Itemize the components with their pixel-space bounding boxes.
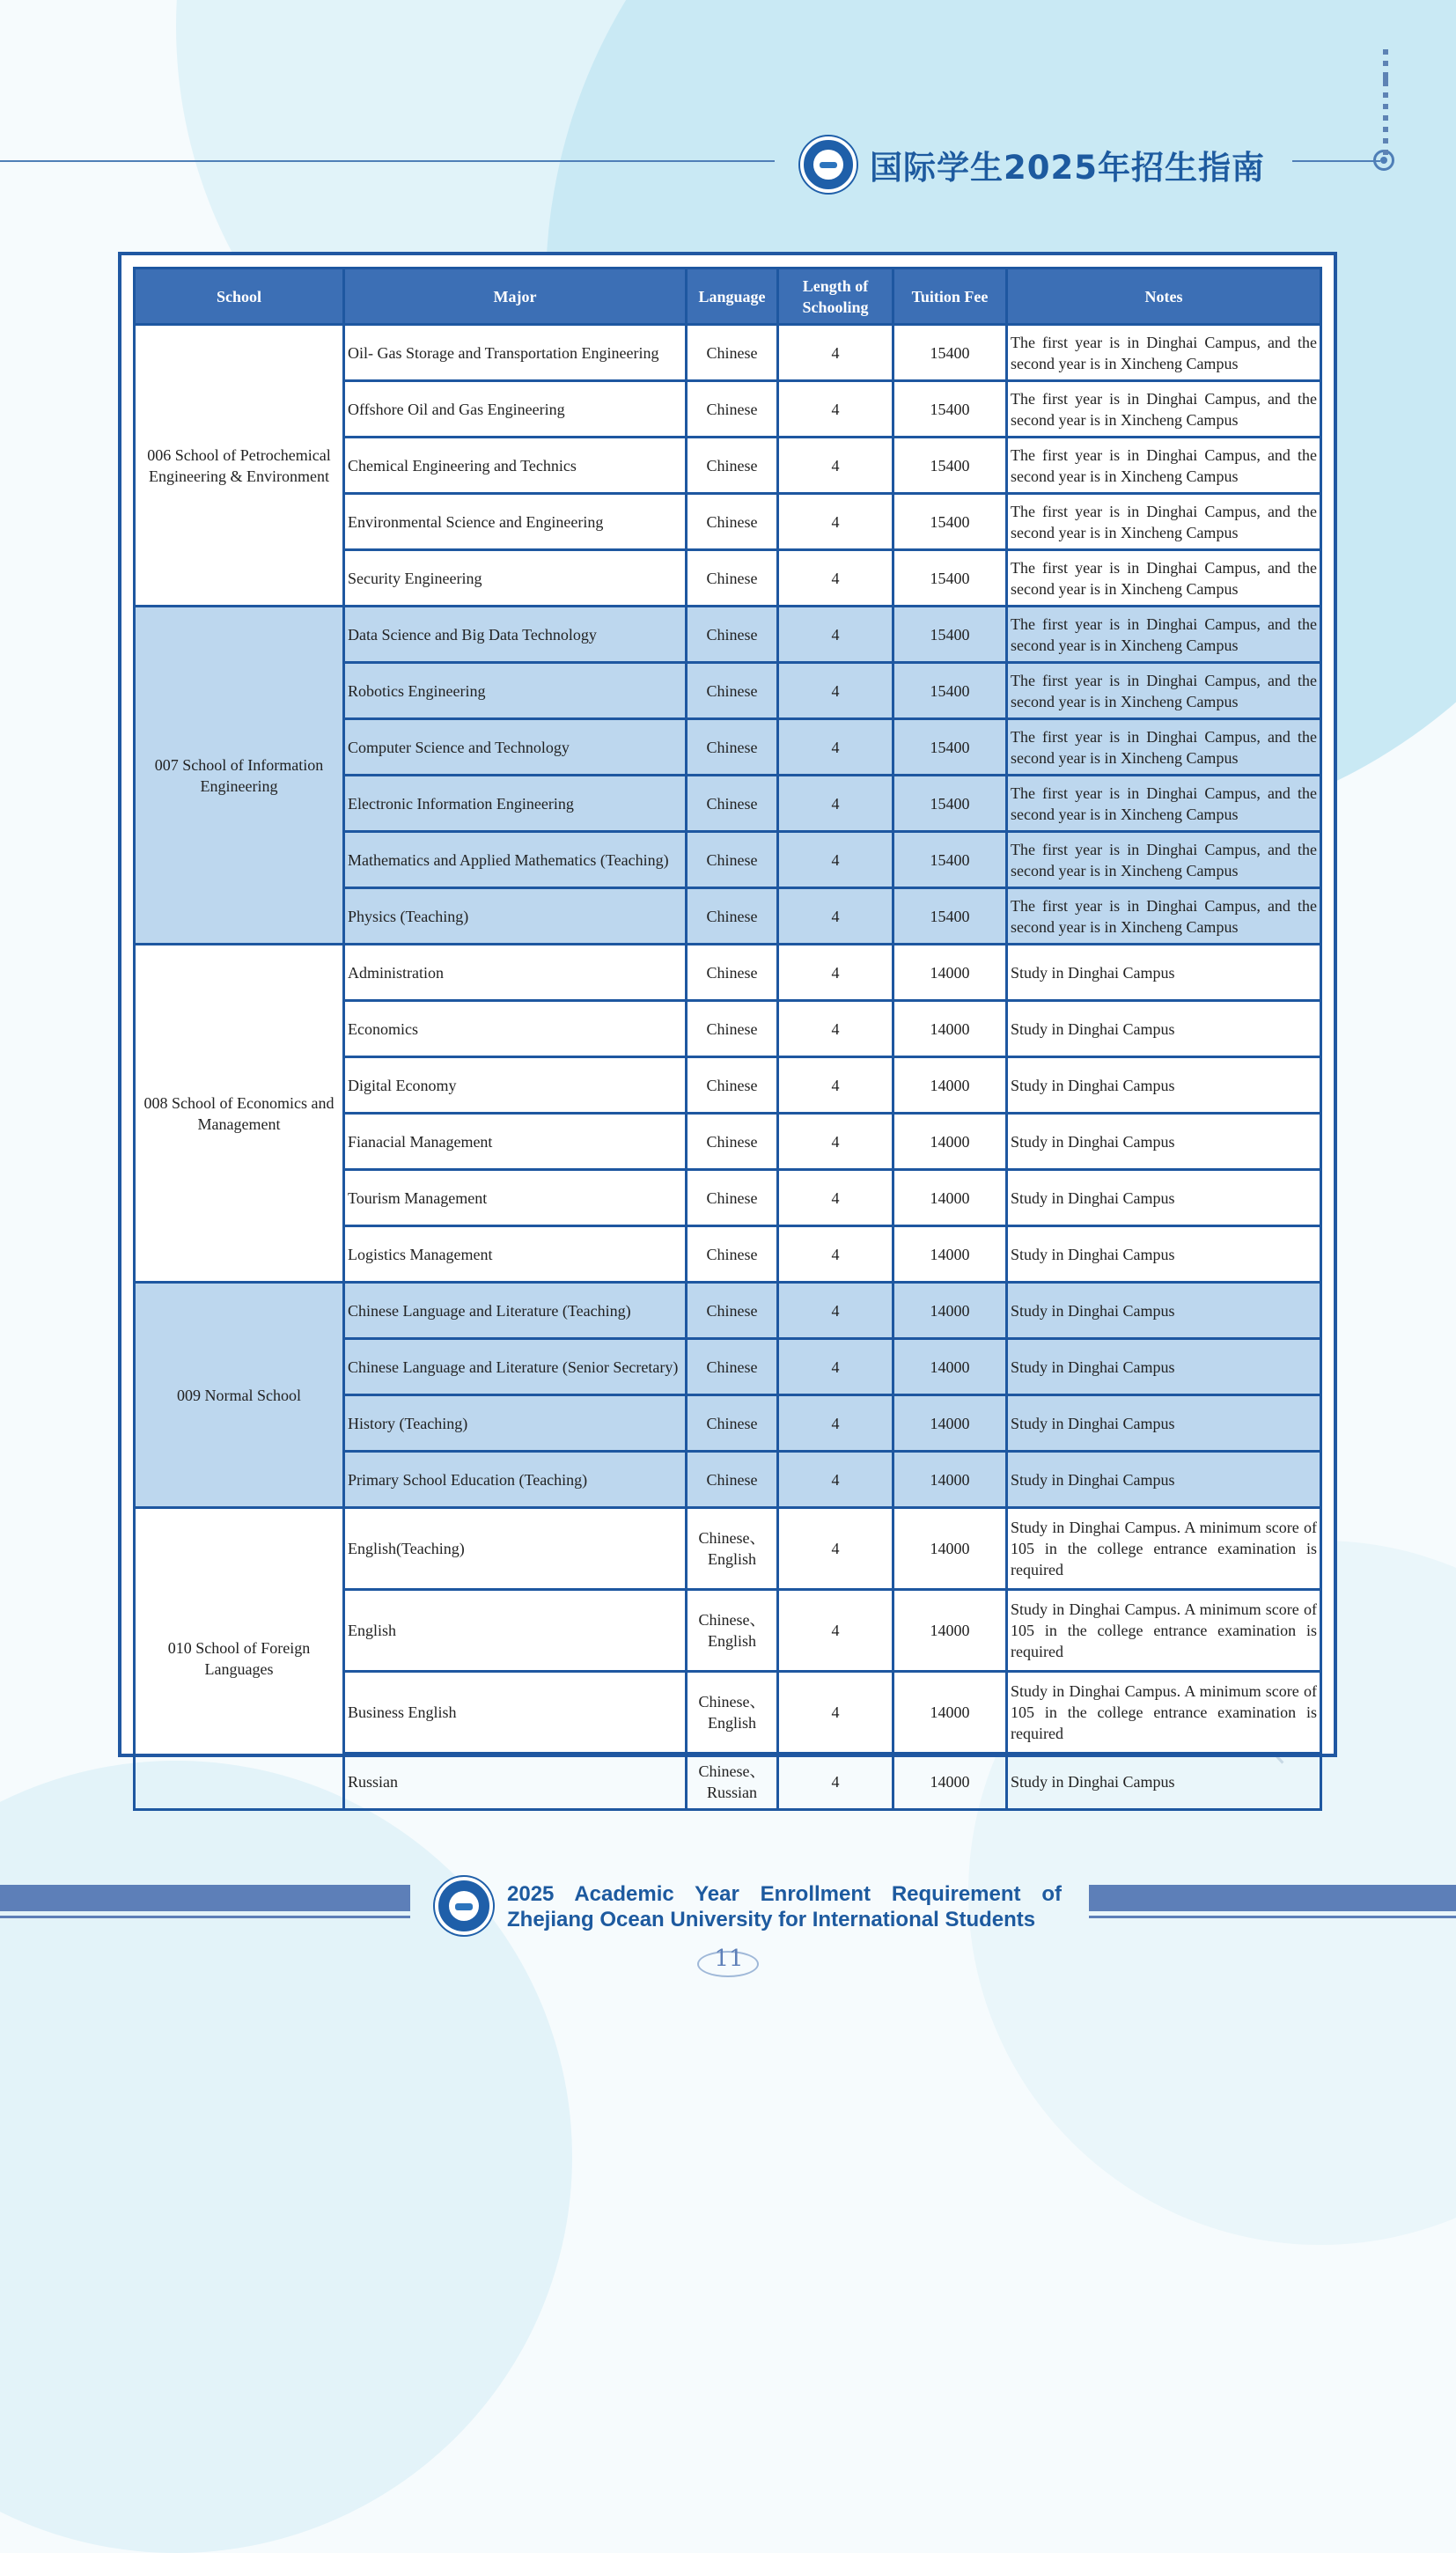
footer-rule-right <box>1089 1916 1456 1918</box>
notes-cell: The first year is in Dinghai Campus, and the second year is in Xincheng Campus <box>1007 888 1321 945</box>
length-cell: 4 <box>778 719 893 776</box>
tuition-fee-cell: 14000 <box>893 1395 1007 1452</box>
language-cell: Chinese <box>687 832 778 888</box>
major-cell: Robotics Engineering <box>344 663 687 719</box>
major-cell: Digital Economy <box>344 1057 687 1114</box>
notes-cell: Study in Dinghai Campus <box>1007 1283 1321 1339</box>
tuition-fee-cell: 14000 <box>893 1590 1007 1672</box>
notes-cell: The first year is in Dinghai Campus, and the second year is in Xincheng Campus <box>1007 438 1321 494</box>
major-cell: Logistics Management <box>344 1226 687 1283</box>
language-cell: Chinese、English <box>687 1590 778 1672</box>
major-cell: Russian <box>344 1754 687 1810</box>
notes-cell: Study in Dinghai Campus <box>1007 1001 1321 1057</box>
dotted-bar-icon <box>1383 49 1388 161</box>
notes-cell: Study in Dinghai Campus <box>1007 1226 1321 1283</box>
length-cell: 4 <box>778 888 893 945</box>
major-cell: Physics (Teaching) <box>344 888 687 945</box>
footer-title <box>507 1881 1062 1932</box>
table-row <box>135 325 1321 381</box>
length-cell: 4 <box>778 1339 893 1395</box>
tuition-fee-cell: 15400 <box>893 663 1007 719</box>
notes-cell: Study in Dinghai Campus <box>1007 1057 1321 1114</box>
table-row <box>135 1283 1321 1339</box>
length-cell: 4 <box>778 1395 893 1452</box>
column-header-fee: Tuition Fee <box>893 269 1007 325</box>
language-cell: Chinese <box>687 888 778 945</box>
column-header-major: Major <box>344 269 687 325</box>
tuition-fee-cell: 14000 <box>893 1283 1007 1339</box>
length-cell: 4 <box>778 1283 893 1339</box>
language-cell: Chinese <box>687 945 778 1001</box>
major-cell: Administration <box>344 945 687 1001</box>
language-cell: Chinese <box>687 663 778 719</box>
length-cell: 4 <box>778 1508 893 1590</box>
tuition-fee-cell: 15400 <box>893 888 1007 945</box>
enrollment-table <box>133 267 1322 1811</box>
language-cell: Chinese、English <box>687 1508 778 1590</box>
tuition-fee-cell: 14000 <box>893 1170 1007 1226</box>
tuition-fee-cell: 14000 <box>893 1672 1007 1754</box>
tuition-fee-cell: 15400 <box>893 832 1007 888</box>
notes-cell: The first year is in Dinghai Campus, and the second year is in Xincheng Campus <box>1007 719 1321 776</box>
school-name-cell: 006 School of Petrochemical Engineering & Environment <box>135 325 344 607</box>
language-cell: Chinese <box>687 1339 778 1395</box>
footer-bar-left <box>0 1885 410 1911</box>
language-cell: Chinese、English <box>687 1672 778 1754</box>
major-cell: Oil- Gas Storage and Transportation Engineering <box>344 325 687 381</box>
footer-rule-left <box>0 1916 410 1918</box>
length-cell: 4 <box>778 438 893 494</box>
notes-cell: The first year is in Dinghai Campus, and the second year is in Xincheng Campus <box>1007 832 1321 888</box>
language-cell: Chinese <box>687 719 778 776</box>
major-cell: Offshore Oil and Gas Engineering <box>344 381 687 438</box>
header-rule-right <box>1292 160 1380 162</box>
major-cell: Electronic Information Engineering <box>344 776 687 832</box>
tuition-fee-cell: 14000 <box>893 1508 1007 1590</box>
tuition-fee-cell: 15400 <box>893 776 1007 832</box>
tuition-fee-cell: 14000 <box>893 1339 1007 1395</box>
major-cell: History (Teaching) <box>344 1395 687 1452</box>
length-cell: 4 <box>778 663 893 719</box>
language-cell: Chinese <box>687 325 778 381</box>
notes-cell: Study in Dinghai Campus. A minimum score of 105 in the college entrance examination is required <box>1007 1672 1321 1754</box>
notes-cell: The first year is in Dinghai Campus, and the second year is in Xincheng Campus <box>1007 776 1321 832</box>
university-logo-icon <box>435 1877 493 1935</box>
major-cell: Environmental Science and Engineering <box>344 494 687 550</box>
school-name-cell: 008 School of Economics and Management <box>135 945 344 1283</box>
major-cell: English <box>344 1590 687 1672</box>
header-rule-left <box>0 160 775 162</box>
tuition-fee-cell: 14000 <box>893 1754 1007 1810</box>
school-name-cell: 007 School of Information Engineering <box>135 607 344 945</box>
table-row <box>135 607 1321 663</box>
tuition-fee-cell: 15400 <box>893 381 1007 438</box>
table-header-row <box>135 269 1321 325</box>
notes-cell: Study in Dinghai Campus <box>1007 1452 1321 1508</box>
notes-cell: Study in Dinghai Campus. A minimum score of 105 in the college entrance examination is required <box>1007 1590 1321 1672</box>
length-cell: 4 <box>778 1114 893 1170</box>
tuition-fee-cell: 14000 <box>893 945 1007 1001</box>
length-cell: 4 <box>778 607 893 663</box>
length-cell: 4 <box>778 1672 893 1754</box>
notes-cell: Study in Dinghai Campus <box>1007 945 1321 1001</box>
language-cell: Chinese <box>687 381 778 438</box>
length-cell: 4 <box>778 832 893 888</box>
language-cell: Chinese <box>687 1001 778 1057</box>
language-cell: Chinese <box>687 1395 778 1452</box>
tuition-fee-cell: 15400 <box>893 550 1007 607</box>
column-header-length: Length of Schooling <box>778 269 893 325</box>
tuition-fee-cell: 15400 <box>893 719 1007 776</box>
notes-cell: The first year is in Dinghai Campus, and the second year is in Xincheng Campus <box>1007 381 1321 438</box>
column-header-notes: Notes <box>1007 269 1321 325</box>
length-cell: 4 <box>778 1057 893 1114</box>
language-cell: Chinese <box>687 550 778 607</box>
major-cell: Mathematics and Applied Mathematics (Teaching) <box>344 832 687 888</box>
school-name-cell: 009 Normal School <box>135 1283 344 1508</box>
column-header-school: School <box>135 269 344 325</box>
notes-cell: The first year is in Dinghai Campus, and the second year is in Xincheng Campus <box>1007 325 1321 381</box>
major-cell: English(Teaching) <box>344 1508 687 1590</box>
length-cell: 4 <box>778 776 893 832</box>
length-cell: 4 <box>778 1001 893 1057</box>
language-cell: Chinese <box>687 438 778 494</box>
background-shape <box>0 1761 572 2553</box>
notes-cell: Study in Dinghai Campus <box>1007 1114 1321 1170</box>
length-cell: 4 <box>778 550 893 607</box>
tuition-fee-cell: 15400 <box>893 494 1007 550</box>
tuition-fee-cell: 14000 <box>893 1057 1007 1114</box>
major-cell: Fianacial Management <box>344 1114 687 1170</box>
table-row <box>135 945 1321 1001</box>
length-cell: 4 <box>778 494 893 550</box>
language-cell: Chinese <box>687 1057 778 1114</box>
major-cell: Chinese Language and Literature (Teaching) <box>344 1283 687 1339</box>
page-title: 国际学生2025年招生指南 <box>870 149 1265 187</box>
table-row <box>135 1508 1321 1590</box>
language-cell: Chinese <box>687 1170 778 1226</box>
notes-cell: Study in Dinghai Campus <box>1007 1395 1321 1452</box>
notes-cell: The first year is in Dinghai Campus, and the second year is in Xincheng Campus <box>1007 607 1321 663</box>
length-cell: 4 <box>778 1452 893 1508</box>
major-cell: Business English <box>344 1672 687 1754</box>
notes-cell: Study in Dinghai Campus. A minimum score of 105 in the college entrance examination is required <box>1007 1508 1321 1590</box>
tuition-fee-cell: 15400 <box>893 438 1007 494</box>
column-header-language: Language <box>687 269 778 325</box>
notes-cell: The first year is in Dinghai Campus, and the second year is in Xincheng Campus <box>1007 663 1321 719</box>
university-logo-icon <box>800 136 857 193</box>
tuition-fee-cell: 14000 <box>893 1452 1007 1508</box>
length-cell: 4 <box>778 1754 893 1810</box>
notes-cell: The first year is in Dinghai Campus, and the second year is in Xincheng Campus <box>1007 550 1321 607</box>
tuition-fee-cell: 15400 <box>893 325 1007 381</box>
language-cell: Chinese <box>687 1452 778 1508</box>
table-body <box>135 325 1321 1810</box>
major-cell: Primary School Education (Teaching) <box>344 1452 687 1508</box>
notes-cell: Study in Dinghai Campus <box>1007 1170 1321 1226</box>
language-cell: Chinese <box>687 1114 778 1170</box>
language-cell: Chinese <box>687 1283 778 1339</box>
major-cell: Security Engineering <box>344 550 687 607</box>
tuition-fee-cell: 15400 <box>893 607 1007 663</box>
notes-cell: The first year is in Dinghai Campus, and the second year is in Xincheng Campus <box>1007 494 1321 550</box>
school-name-cell: 010 School of Foreign Languages <box>135 1508 344 1810</box>
major-cell: Tourism Management <box>344 1170 687 1226</box>
major-cell: Economics <box>344 1001 687 1057</box>
footer-title-line: 2025 Academic Year Enrollment Requirement of <box>507 1882 1062 1906</box>
length-cell: 4 <box>778 381 893 438</box>
language-cell: Chinese <box>687 1226 778 1283</box>
tuition-fee-cell: 14000 <box>893 1114 1007 1170</box>
notes-cell: Study in Dinghai Campus <box>1007 1339 1321 1395</box>
language-cell: Chinese <box>687 494 778 550</box>
footer-title-line: Zhejiang Ocean University for International Students <box>507 1908 1036 1931</box>
tuition-fee-cell: 14000 <box>893 1226 1007 1283</box>
language-cell: Chinese、Russian <box>687 1754 778 1810</box>
length-cell: 4 <box>778 1590 893 1672</box>
language-cell: Chinese <box>687 607 778 663</box>
length-cell: 4 <box>778 1226 893 1283</box>
major-cell: Chinese Language and Literature (Senior Secretary) <box>344 1339 687 1395</box>
length-cell: 4 <box>778 1170 893 1226</box>
major-cell: Chemical Engineering and Technics <box>344 438 687 494</box>
page-number: 11 <box>714 1946 744 1972</box>
language-cell: Chinese <box>687 776 778 832</box>
length-cell: 4 <box>778 945 893 1001</box>
notes-cell: Study in Dinghai Campus <box>1007 1754 1321 1810</box>
footer-bar-right <box>1089 1885 1456 1911</box>
length-cell: 4 <box>778 325 893 381</box>
major-cell: Computer Science and Technology <box>344 719 687 776</box>
major-cell: Data Science and Big Data Technology <box>344 607 687 663</box>
tuition-fee-cell: 14000 <box>893 1001 1007 1057</box>
